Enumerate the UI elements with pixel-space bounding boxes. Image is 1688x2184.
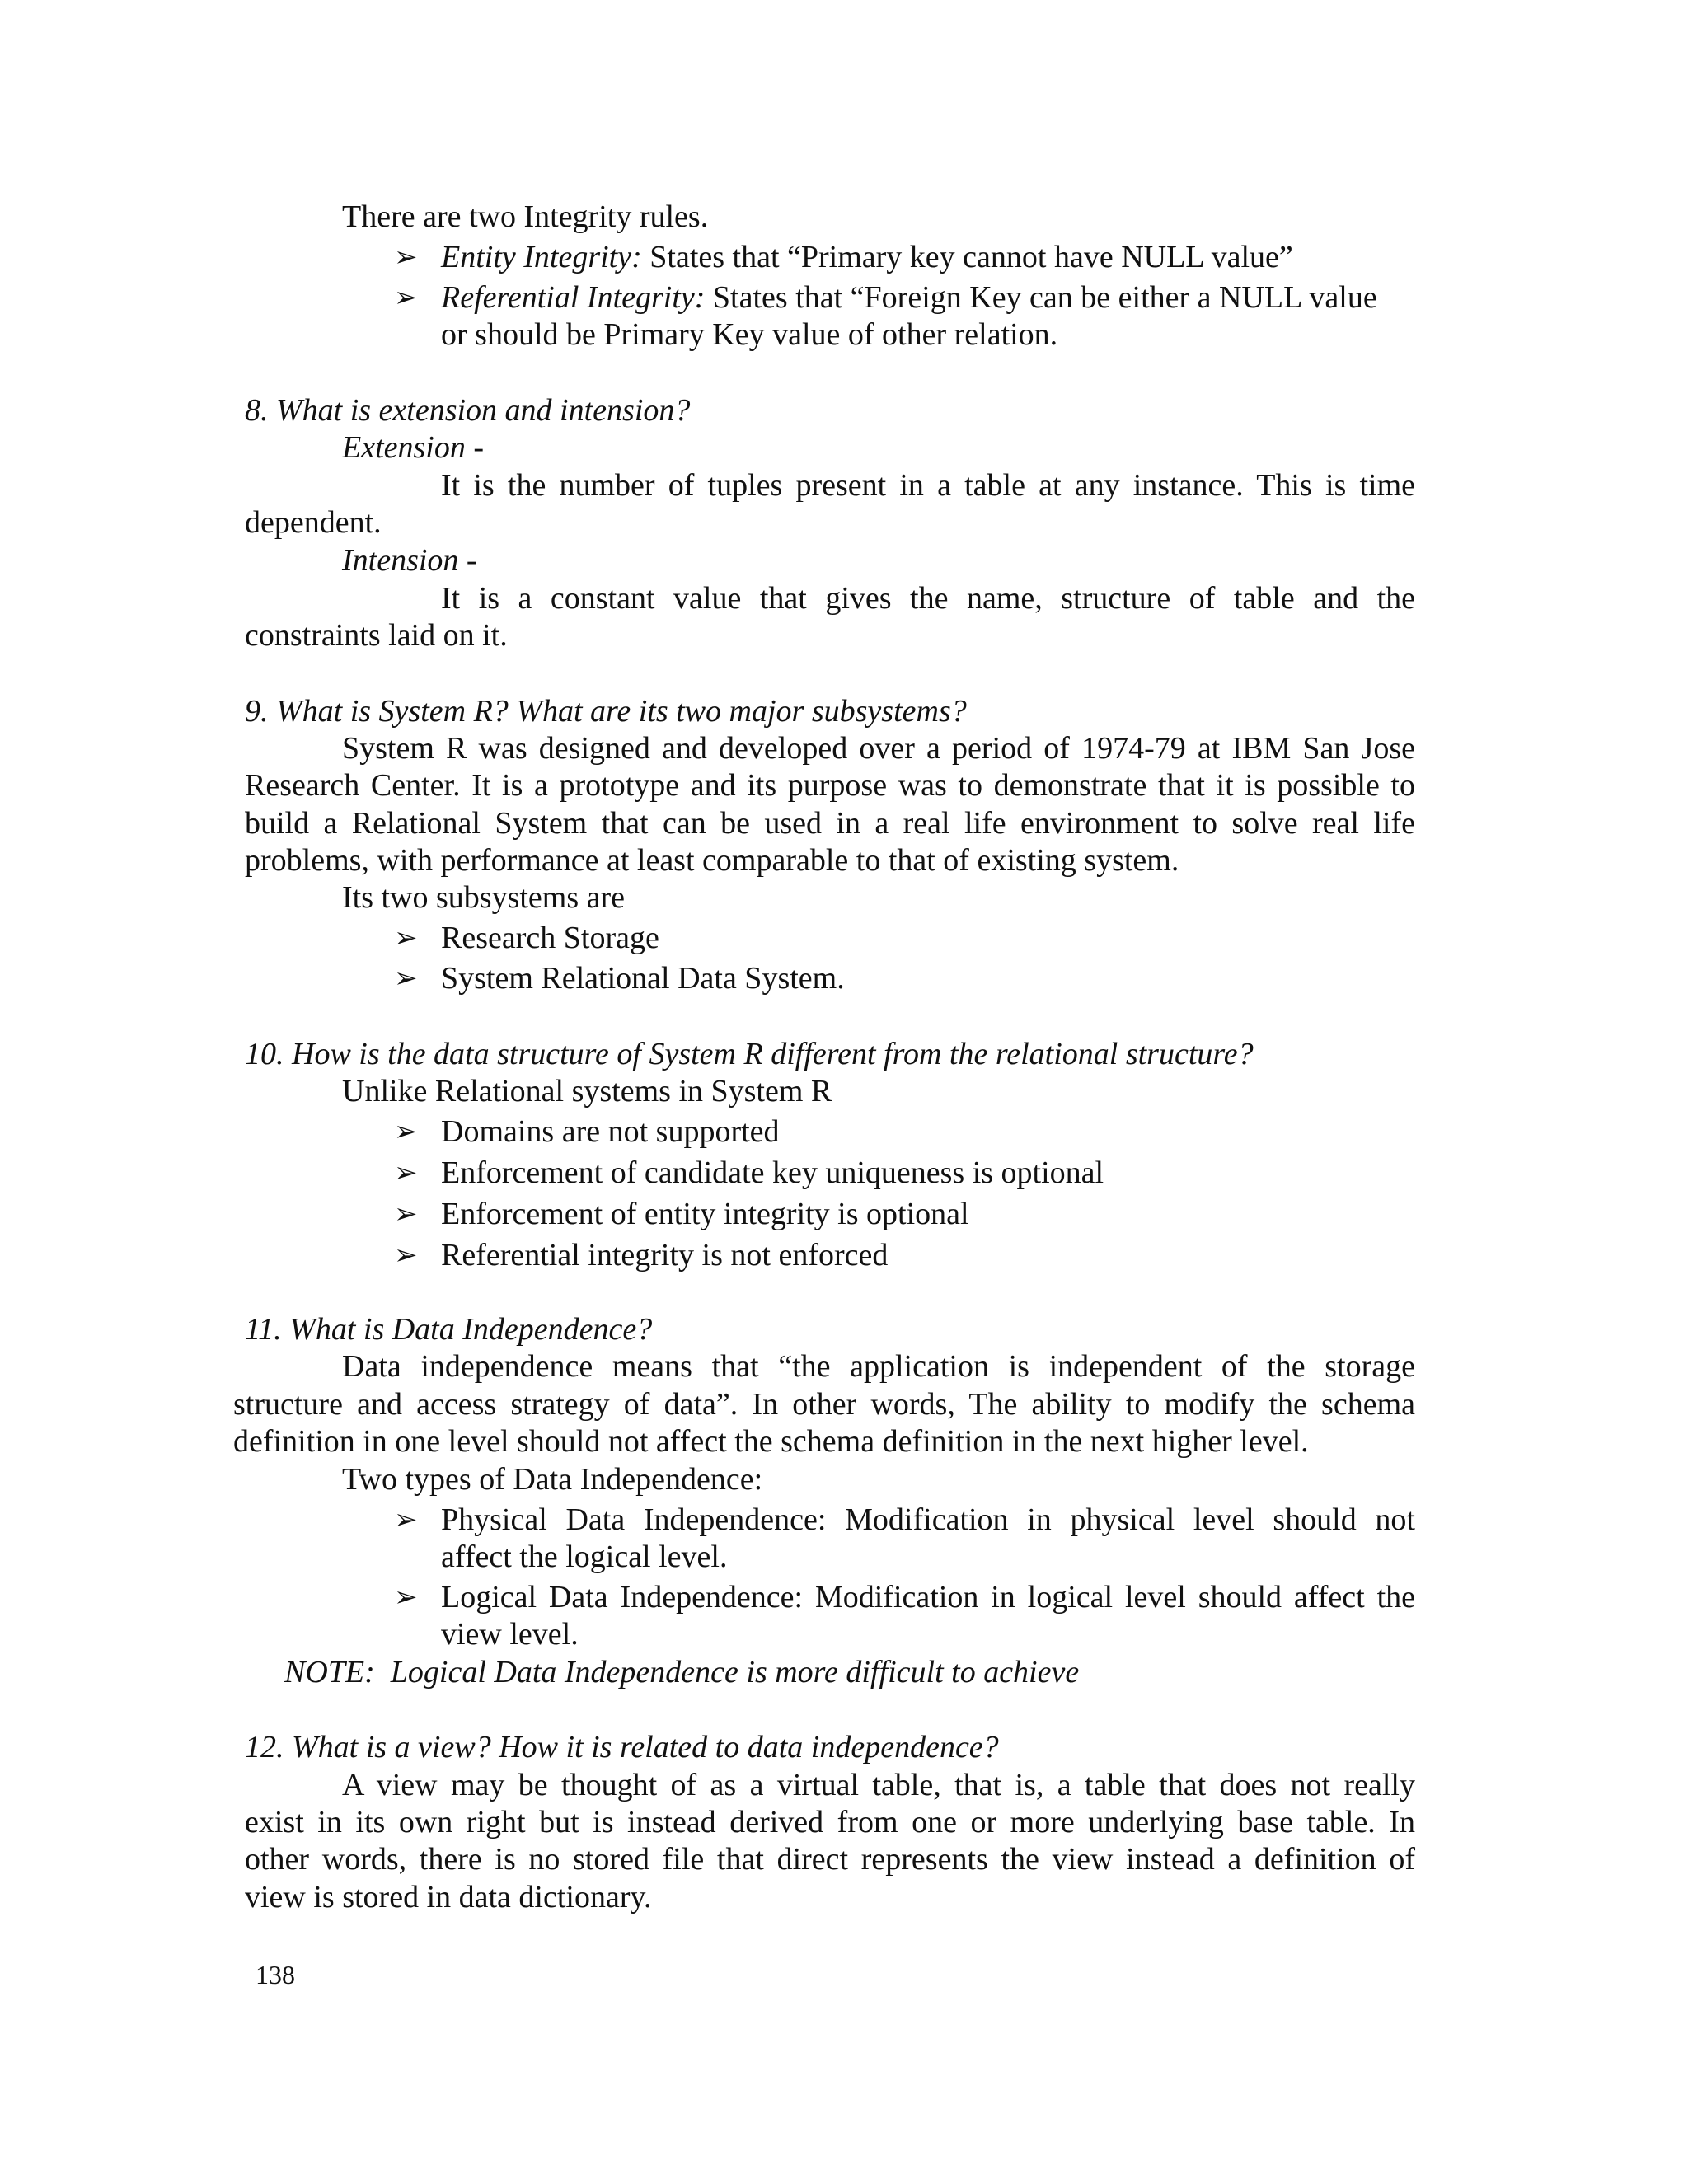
answer-9-line: System R was designed and developed over a period of 1974-79 at IBM San Jose [342, 731, 1415, 766]
page-number: 138 [256, 1960, 295, 1990]
extension-label: Extension - [342, 430, 485, 465]
arrowhead-bullet-icon: ➢ [394, 1156, 418, 1189]
arrowhead-bullet-icon: ➢ [394, 962, 418, 995]
independence-type-continuation: view level. [441, 1617, 579, 1652]
difference-item: Enforcement of candidate key uniqueness is optional [441, 1155, 1104, 1190]
difference-item: Referential integrity is not enforced [441, 1238, 889, 1272]
entity-integrity-term: Entity Integrity: [441, 240, 642, 274]
intension-text-line: constraints laid on it. [245, 618, 508, 653]
arrowhead-bullet-icon: ➢ [394, 1503, 418, 1536]
answer-12-line: other words, there is no stored file that direct represents the view instead a definition of [245, 1842, 1415, 1877]
extension-text-line: dependent. [245, 505, 382, 540]
types-intro: Two types of Data Independence: [342, 1462, 763, 1497]
extension-text-line: It is the number of tuples present in a table at any instance. This is time [441, 468, 1415, 503]
answer-9-line: problems, with performance at least comparable to that of existing system. [245, 843, 1179, 878]
question-10-heading: 10. How is the data structure of System R different from the relational structure? [245, 1037, 1254, 1071]
referential-integrity-continuation: or should be Primary Key value of other relation. [441, 317, 1058, 352]
q10-intro: Unlike Relational systems in System R [342, 1074, 832, 1108]
referential-integrity-text: States that “Foreign Key can be either a NULL value [705, 280, 1377, 315]
subsystem-item: Research Storage [441, 921, 659, 955]
difference-item: Domains are not supported [441, 1114, 780, 1149]
note-text: NOTE: Logical Data Independence is more difficult to achieve [284, 1655, 1080, 1690]
subsystems-intro: Its two subsystems are [342, 880, 626, 915]
question-12-heading: 12. What is a view? How it is related to data independence? [245, 1730, 999, 1765]
arrowhead-bullet-icon: ➢ [394, 1239, 418, 1272]
question-11-heading: 11. What is Data Independence? [245, 1312, 653, 1347]
answer-11-line: structure and access strategy of data”. In other words, The ability to modify the schema [233, 1387, 1415, 1422]
question-8-heading: 8. What is extension and intension? [245, 393, 691, 428]
answer-12-line: A view may be thought of as a virtual table, that is, a table that does not really [342, 1768, 1415, 1802]
arrowhead-bullet-icon: ➢ [394, 281, 418, 314]
referential-integrity-term: Referential Integrity: [441, 280, 706, 315]
answer-11-line: Data independence means that “the application is independent of the storage [342, 1349, 1415, 1384]
subsystem-item: System Relational Data System. [441, 961, 845, 996]
answer-12-line: view is stored in data dictionary. [245, 1880, 652, 1915]
referential-integrity-item [441, 279, 1377, 316]
independence-type-item: Physical Data Independence: Modification in physical level should not [441, 1502, 1415, 1537]
independence-type-continuation: affect the logical level. [441, 1540, 728, 1574]
arrowhead-bullet-icon: ➢ [394, 1581, 418, 1614]
intension-label: Intension - [342, 543, 477, 578]
answer-9-line: Research Center. It is a prototype and its purpose was to demonstrate that it is possible to [245, 768, 1415, 803]
arrowhead-bullet-icon: ➢ [394, 241, 418, 274]
answer-9-line: build a Relational System that can be used in a real life environment to solve real life [245, 806, 1415, 841]
intro-text: There are two Integrity rules. [342, 199, 709, 234]
answer-11-line: definition in one level should not affect the schema definition in the next higher level. [233, 1424, 1309, 1459]
arrowhead-bullet-icon: ➢ [394, 921, 418, 954]
answer-12-line: exist in its own right but is instead derived from one or more underlying base table. In [245, 1805, 1415, 1840]
intension-text-line: It is a constant value that gives the name, structure of table and the [441, 581, 1415, 616]
independence-type-item: Logical Data Independence: Modification in logical level should affect the [441, 1580, 1415, 1615]
arrowhead-bullet-icon: ➢ [394, 1197, 418, 1230]
entity-integrity-item [441, 238, 1293, 276]
arrowhead-bullet-icon: ➢ [394, 1115, 418, 1148]
difference-item: Enforcement of entity integrity is optional [441, 1197, 969, 1231]
question-9-heading: 9. What is System R? What are its two major subsystems? [245, 694, 967, 729]
entity-integrity-text: States that “Primary key cannot have NULL value” [641, 240, 1293, 274]
